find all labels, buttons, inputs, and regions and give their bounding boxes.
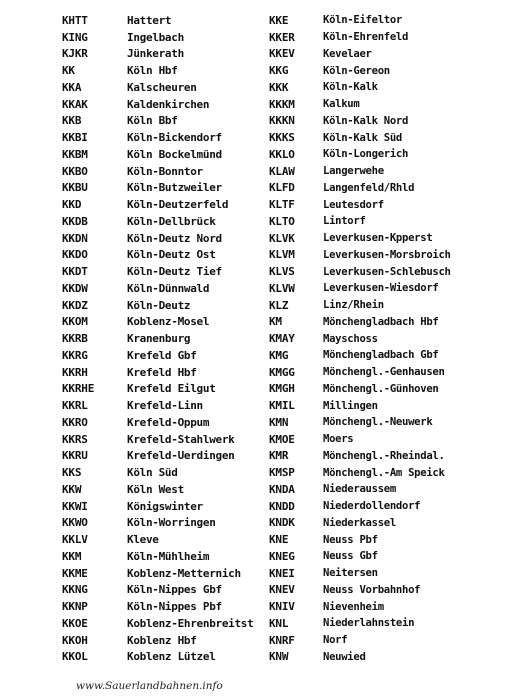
- station-name: Krefeld Hbf: [127, 365, 197, 379]
- station-name: Neuss Pbf: [323, 533, 378, 546]
- station-code: KKB: [62, 114, 82, 128]
- station-name: Niederlahnstein: [323, 617, 415, 630]
- station-name: Kranenburg: [127, 332, 191, 346]
- station-row: [269, 347, 513, 364]
- station-code: KNRF: [269, 633, 295, 647]
- station-row: [269, 163, 513, 180]
- station-row: [269, 12, 513, 29]
- station-name: Köln West: [127, 482, 184, 496]
- station-name: Leverkusen-Kpperst: [323, 232, 433, 245]
- station-name: Niederkassel: [323, 516, 396, 529]
- station-code: KLZ: [269, 298, 289, 312]
- station-name: Köln-Eifeltor: [323, 14, 403, 27]
- station-row: [269, 297, 513, 314]
- station-code: KMN: [269, 415, 289, 429]
- station-row: [269, 481, 513, 498]
- station-name: Millingen: [323, 399, 378, 412]
- station-code: KLTO: [269, 214, 295, 228]
- station-name: Köln-Bonntor: [127, 164, 203, 178]
- station-code: KLFD: [269, 181, 295, 195]
- station-row: [269, 565, 513, 582]
- station-name: Köln Bbf: [127, 114, 178, 128]
- station-name: Koblenz-Mosel: [127, 315, 210, 329]
- station-code: KM: [269, 315, 282, 329]
- station-code: KNDD: [269, 499, 295, 513]
- station-name: Leverkusen-Morsbroich: [323, 248, 451, 261]
- station-code: KKNG: [62, 583, 88, 597]
- station-code: KKRB: [62, 332, 88, 346]
- station-code: KK: [62, 64, 75, 78]
- station-code: KKWO: [62, 516, 88, 530]
- station-name: Köln-Nippes Gbf: [127, 583, 222, 597]
- station-name: Köln-Deutz: [127, 298, 191, 312]
- station-name: Köln-Ehrenfeld: [323, 31, 409, 44]
- station-name: Köln-Deutzerfeld: [127, 198, 229, 212]
- station-name: Leutesdorf: [323, 198, 384, 211]
- station-name: Kaldenkirchen: [127, 97, 210, 111]
- station-name: Köln-Butzweiler: [127, 181, 222, 195]
- station-name: Mönchengladbach Gbf: [323, 349, 439, 362]
- station-code: KKKM: [269, 97, 295, 111]
- station-code: KLVM: [269, 248, 295, 262]
- station-name: Mönchengl.-Rheindal.: [323, 449, 445, 462]
- station-code: KKOL: [62, 650, 88, 664]
- station-name: Moers: [323, 433, 354, 446]
- station-code: KNE: [269, 533, 289, 547]
- station-row: [269, 381, 513, 398]
- station-row: [269, 146, 513, 163]
- station-code: KNEG: [269, 549, 295, 563]
- station-row: [269, 113, 513, 130]
- station-code: KNEI: [269, 566, 295, 580]
- station-code: KKLO: [269, 147, 295, 161]
- station-code: KMGG: [269, 365, 295, 379]
- station-code: KKM: [62, 549, 82, 563]
- station-name: Köln-Gereon: [323, 64, 390, 77]
- station-code: KNW: [269, 650, 289, 664]
- station-name: Nievenheim: [323, 600, 384, 613]
- station-row: [269, 397, 513, 414]
- station-row: [269, 213, 513, 230]
- station-name: Mönchengl.-Günhoven: [323, 382, 439, 395]
- station-code: KKRS: [62, 432, 88, 446]
- station-row: [269, 515, 513, 532]
- station-code: KKK: [269, 80, 289, 94]
- station-name: Kevelaer: [323, 47, 372, 60]
- station-row: [269, 129, 513, 146]
- station-name: Köln-Dünnwald: [127, 281, 210, 295]
- station-code: KKLV: [62, 533, 88, 547]
- station-name: Köln-Deutz Ost: [127, 248, 216, 262]
- station-code: KKDW: [62, 281, 88, 295]
- station-row: [269, 464, 513, 481]
- station-row: [269, 364, 513, 381]
- station-name: Köln-Deutz Tief: [127, 265, 222, 279]
- right-code-column: [269, 12, 513, 665]
- station-code: KKOE: [62, 616, 88, 630]
- station-code: KKWI: [62, 499, 88, 513]
- station-code: KKBI: [62, 131, 88, 145]
- station-row: [269, 330, 513, 347]
- station-name: Köln-Deutz Nord: [127, 231, 222, 245]
- station-code: KKNP: [62, 600, 88, 614]
- station-row: [269, 29, 513, 46]
- station-code: KMIL: [269, 399, 295, 413]
- station-name: Jünkerath: [127, 47, 184, 61]
- station-code: KJKR: [62, 47, 88, 61]
- station-name: Krefeld Eilgut: [127, 382, 216, 396]
- station-name: Krefeld-Linn: [127, 399, 203, 413]
- station-name: Köln-Bickendorf: [127, 131, 222, 145]
- station-row: [269, 247, 513, 264]
- station-row: [269, 615, 513, 632]
- station-code: KKRHE: [62, 382, 95, 396]
- station-code: KKS: [62, 466, 82, 480]
- station-name: Leverkusen-Wiesdorf: [323, 282, 439, 295]
- station-row: [269, 280, 513, 297]
- station-row: [269, 196, 513, 213]
- station-code: KNL: [269, 616, 289, 630]
- station-code: KKOM: [62, 315, 88, 329]
- station-name: Köln-Mühlheim: [127, 549, 210, 563]
- station-code: KLVW: [269, 281, 295, 295]
- station-name: Köln Süd: [127, 466, 178, 480]
- station-name: Krefeld-Stahlwerk: [127, 432, 235, 446]
- station-name: Krefeld-Oppum: [127, 415, 210, 429]
- station-code: KHTT: [62, 13, 88, 27]
- station-name: Niederaussem: [323, 483, 396, 496]
- station-name: Koblenz-Metternich: [127, 566, 241, 580]
- station-code: KLAW: [269, 164, 295, 178]
- station-code: KMAY: [269, 332, 295, 346]
- station-name: Mayschoss: [323, 332, 378, 345]
- station-code: KKBM: [62, 147, 88, 161]
- station-row: [269, 632, 513, 649]
- station-name: Koblenz Hbf: [127, 633, 197, 647]
- station-row: [269, 62, 513, 79]
- station-code: KKDZ: [62, 298, 88, 312]
- station-name: Köln-Kalk Nord: [323, 114, 409, 127]
- station-row: [269, 46, 513, 63]
- station-code: KKME: [62, 566, 88, 580]
- station-row: [269, 548, 513, 565]
- station-code: KING: [62, 30, 88, 44]
- station-name: Köln-Dellbrück: [127, 214, 216, 228]
- station-name: Koblenz Lützel: [127, 650, 216, 664]
- station-code: KKRG: [62, 348, 88, 362]
- station-code: KKKS: [269, 131, 295, 145]
- station-code: KLVS: [269, 265, 295, 279]
- station-name: Köln Hbf: [127, 64, 178, 78]
- station-name: Neuss Vorbahnhof: [323, 583, 421, 596]
- station-row: [269, 531, 513, 548]
- station-code: KKBO: [62, 164, 88, 178]
- station-code: KKRU: [62, 449, 88, 463]
- station-code: KKRO: [62, 415, 88, 429]
- station-name: Mönchengl.-Genhausen: [323, 366, 445, 379]
- station-code: KKRH: [62, 365, 88, 379]
- station-code: KNDK: [269, 516, 295, 530]
- station-name: Köln-Worringen: [127, 516, 216, 530]
- station-name: Mönchengladbach Hbf: [323, 315, 439, 328]
- station-code: KKG: [269, 64, 289, 78]
- station-name: Köln-Nippes Pbf: [127, 600, 222, 614]
- station-code: KMR: [269, 449, 289, 463]
- station-code: KKDO: [62, 248, 88, 262]
- station-row: [269, 448, 513, 465]
- station-code: KKW: [62, 482, 82, 496]
- station-row: [269, 180, 513, 197]
- station-name: Koblenz-Ehrenbreitst: [127, 616, 254, 630]
- station-row: [269, 431, 513, 448]
- station-name: Langenfeld/Rhld: [323, 181, 415, 194]
- station-name: Köln-Kalk Süd: [323, 131, 403, 144]
- station-row: [269, 649, 513, 666]
- station-name: Ingelbach: [127, 30, 184, 44]
- station-code: KKEV: [269, 47, 295, 61]
- station-row: [269, 79, 513, 96]
- station-name: Norf: [323, 634, 348, 647]
- station-row: [269, 314, 513, 331]
- station-row: [269, 414, 513, 431]
- station-code: KKDN: [62, 231, 88, 245]
- station-code: KKD: [62, 198, 82, 212]
- station-code: KKKN: [269, 114, 295, 128]
- station-name: Königswinter: [127, 499, 203, 513]
- station-row: [269, 230, 513, 247]
- station-code: KMGH: [269, 382, 295, 396]
- station-name: Leverkusen-Schlebusch: [323, 265, 451, 278]
- station-code: KKOH: [62, 633, 88, 647]
- station-code: KKBU: [62, 181, 88, 195]
- station-code: KKAK: [62, 97, 88, 111]
- station-code: KMSP: [269, 466, 295, 480]
- station-code: KKRL: [62, 399, 88, 413]
- station-code: KKER: [269, 30, 295, 44]
- station-name: Niederdollendorf: [323, 500, 421, 513]
- station-name: Köln-Longerich: [323, 148, 409, 161]
- station-name: Kalkum: [323, 98, 360, 111]
- station-name: Linz/Rhein: [323, 299, 384, 312]
- station-name: Köln-Kalk: [323, 81, 378, 94]
- station-name: Hattert: [127, 13, 172, 27]
- station-name: Mönchengl.-Neuwerk: [323, 416, 433, 429]
- station-row: [269, 498, 513, 515]
- station-name: Langerwehe: [323, 165, 384, 178]
- station-row: [269, 96, 513, 113]
- station-code: KLVK: [269, 231, 295, 245]
- station-code: KKE: [269, 13, 289, 27]
- station-code: KNEV: [269, 583, 295, 597]
- station-row: [269, 582, 513, 599]
- station-name: Neitersen: [323, 567, 378, 580]
- station-row: [269, 263, 513, 280]
- station-name: Lintorf: [323, 215, 366, 228]
- station-name: Kalscheuren: [127, 80, 197, 94]
- station-name: Mönchengl.-Am Speick: [323, 466, 445, 479]
- station-name: Krefeld Gbf: [127, 348, 197, 362]
- footer-website: www.Sauerlandbahnen.info: [76, 680, 223, 692]
- station-code: KMG: [269, 348, 289, 362]
- station-name: Krefeld-Uerdingen: [127, 449, 235, 463]
- station-name: Köln Bockelmünd: [127, 147, 222, 161]
- station-code: KKDT: [62, 265, 88, 279]
- station-code: KLTF: [269, 198, 295, 212]
- station-code: KNIV: [269, 600, 295, 614]
- station-code: KNDA: [269, 482, 295, 496]
- station-row: [269, 598, 513, 615]
- station-code: KKA: [62, 80, 82, 94]
- station-code: KMOE: [269, 432, 295, 446]
- station-name: Kleve: [127, 533, 159, 547]
- station-code: KKDB: [62, 214, 88, 228]
- station-name: Neuwied: [323, 650, 366, 663]
- station-name: Neuss Gbf: [323, 550, 378, 563]
